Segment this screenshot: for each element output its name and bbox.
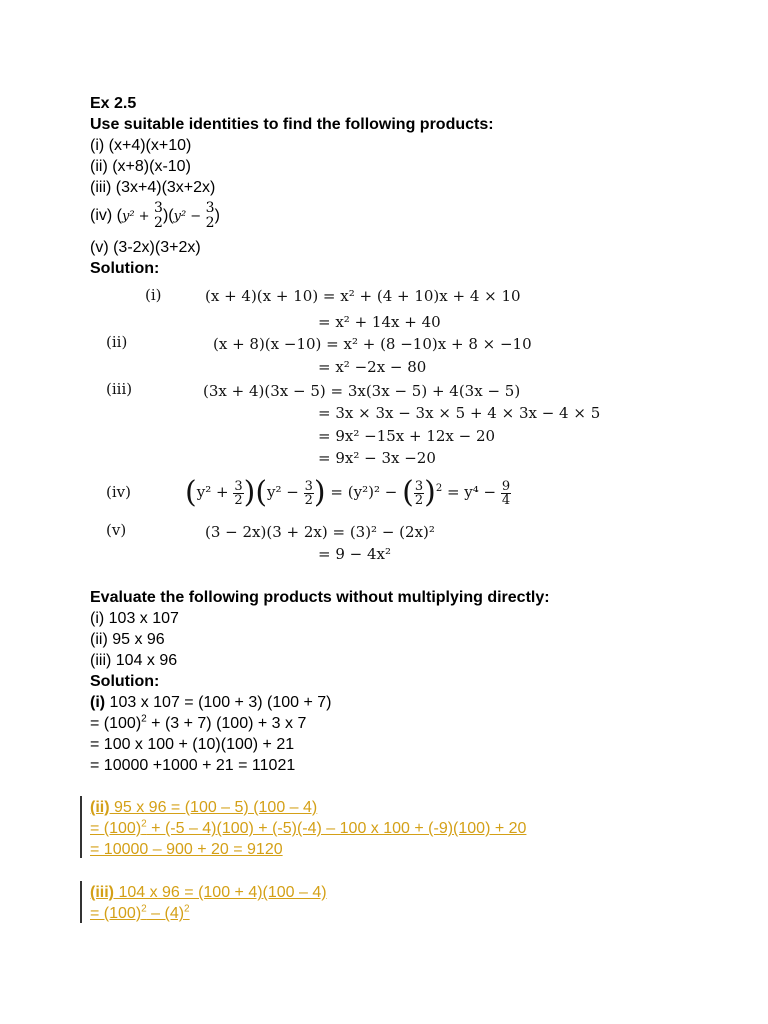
sol-i-line-2: = x² + 14x + 40 (318, 313, 441, 331)
sol-iv-eq: = (y²)² − (330, 483, 398, 501)
q1-solution-label: Solution: (90, 260, 160, 277)
sol-iv-frac-3: $\frac{3}{2}$ (414, 478, 424, 508)
q1-item-v: (v) (3-2x)(3+2x) (90, 239, 201, 256)
q1-iv-frac-2: 3 2 (205, 200, 215, 232)
tracked-iii-line-2[interactable]: = $(100)^2 - (4)^2$ (90, 903, 190, 922)
sol-v-line-2: = 9 − 4x² (318, 545, 392, 563)
exercise-title: Ex 2.5 (90, 95, 137, 112)
tracked-iii-line-1[interactable]: (iii) 104 x 96 = (100 + 4)(100 – 4) (90, 884, 327, 901)
q2-solution-label: Solution: (90, 673, 160, 690)
tracked-ii-line-3[interactable]: = 10000 – 900 + 20 = 9120 (90, 841, 283, 858)
q2-sol-i-line-1: (i) 103 x 107 = (100 + 3) (100 + 7) (90, 694, 332, 711)
sol-iv-y2-minus: y² − (267, 483, 299, 501)
sol-iv-frac-2: $\frac{3}{2}$ (304, 478, 313, 508)
q1-item-iii: (iii) (3x+4)(3x+2x) (90, 179, 216, 196)
sol-i-line-1: (x + 4)(x + 10) = x² + (4 + 10)x + 4 × 10 (205, 287, 521, 305)
sol-iii-line-1: (3x + 4)(3x − 5) = 3x(3x − 5) + 4(3x − 5) (203, 382, 521, 400)
sol-iii-line-4: = 9x² − 3x −20 (318, 449, 436, 467)
tracked-ii-line-2[interactable]: = $(100)^2 + (-5 - 4)(100) + (-5)(-4) - 100$ x 100 + (-9)(100) + 20 (90, 818, 527, 837)
q1-item-iv (90, 194, 220, 238)
sol-iv-line: (y² + $\frac{3}{2}$ )(y² − $\frac{3}{2}$ ) = (y²)² − ( $\frac{3}{2}$ )$^2$ = y⁴ − $\frac{9}{4}$ (185, 475, 511, 510)
sol-iv-label: (iv) (106, 483, 131, 501)
sol-iv-frac-1: $\frac{3}{2}$ (234, 478, 243, 508)
q1-item-ii: (ii) (x+8)(x-10) (90, 158, 191, 175)
q1-iv-mid: )( (162, 207, 174, 224)
sol-v-line-1: (3 − 2x)(3 + 2x) = (3)² − (2x)² (205, 523, 435, 541)
q2-item-iii: (iii) 104 x 96 (90, 652, 178, 669)
q2-item-i: (i) 103 x 107 (90, 610, 179, 627)
sol-iv-y2-plus: y² + (196, 483, 229, 501)
q1-iv-y2b: y² − (173, 209, 202, 224)
instruction-1: Use suitable identities to find the following products: (90, 116, 494, 133)
q1-iv-frac-1: 3 2 (154, 200, 163, 232)
q2-item-ii: (ii) 95 x 96 (90, 631, 165, 648)
q1-iv-close: ) (214, 207, 220, 224)
q2-sol-i-line-3: = 100 x 100 + (10)(100) + 21 (90, 736, 295, 753)
change-bar-iii (80, 881, 82, 923)
sol-v-label: (v) (106, 521, 127, 539)
q1-item-i: (i) (x+4)(x+10) (90, 137, 192, 154)
sol-iii-label: (iii) (106, 380, 133, 398)
q1-iv-prefix: (iv) ( (90, 207, 122, 224)
sol-ii-line-1: (x + 8)(x −10) = x² + (8 −10)x + 8 × −10 (213, 335, 532, 353)
sol-iv-square: 2 (435, 483, 443, 494)
sol-iv-result: = y⁴ − (446, 483, 497, 501)
tracked-ii-line-1[interactable]: (ii) 95 x 96 = (100 – 5) (100 – 4) (90, 799, 318, 816)
sol-iii-line-3: = 9x² −15x + 12x − 20 (318, 427, 496, 445)
sol-iii-line-2: = 3x × 3x − 3x × 5 + 4 × 3x − 4 × 5 (318, 404, 601, 422)
change-bar-ii (80, 796, 82, 858)
sol-ii-line-2: = x² −2x − 80 (318, 358, 427, 376)
sol-ii-label: (ii) (106, 333, 128, 351)
sol-iv-frac-4: $\frac{9}{4}$ (501, 478, 511, 508)
q2-sol-i-line-2: = $(100)^2 + (3 + 7) (100) + 3$ x 7 (90, 713, 307, 732)
sol-i-label: (i) (145, 286, 162, 304)
q1-iv-y2: y² + (121, 209, 150, 224)
instruction-2: Evaluate the following products without multiplying directly: (90, 589, 550, 606)
q2-sol-i-line-4: = 10000 +1000 + 21 = 11021 (90, 757, 296, 774)
q2-sol-i-label: (i) (90, 694, 106, 711)
